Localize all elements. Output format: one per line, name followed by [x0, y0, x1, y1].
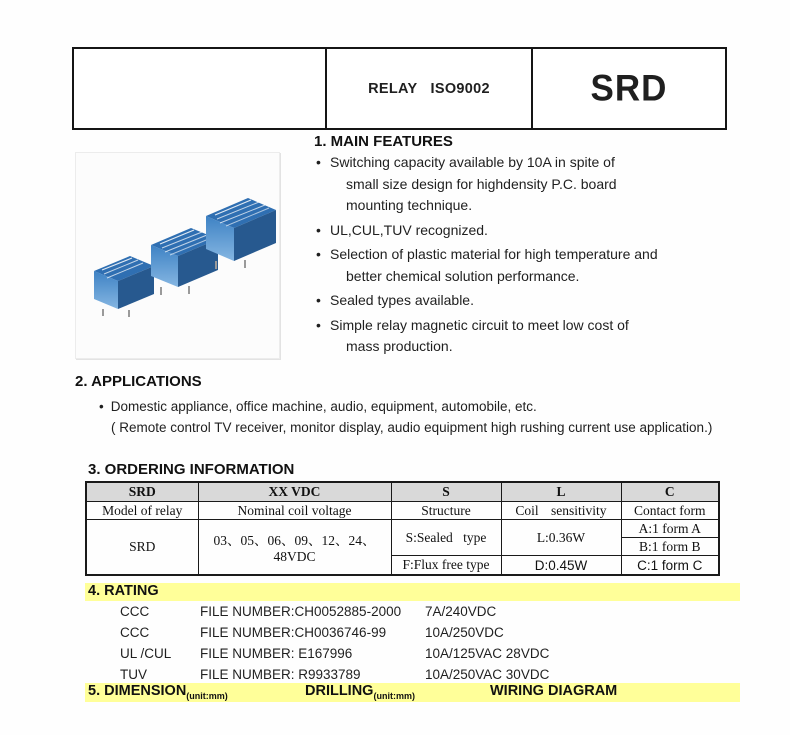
voltages-cell: 03、05、06、09、12、24、48VDC [198, 520, 391, 576]
feature-line: • Sealed types available. [330, 292, 474, 308]
col-description: Structure [391, 502, 501, 520]
sensitivity-l-cell: L:0.36W [501, 520, 621, 556]
cert-label: RELAY ISO9002 [327, 49, 533, 128]
applications-bullet: • Domestic appliance, office machine, audio, equipment, automobile, etc. [99, 396, 537, 417]
main-features-title: 1. MAIN FEATURES [314, 133, 453, 150]
ordering-title: 3. ORDERING INFORMATION [88, 461, 295, 478]
main-features-list [316, 152, 756, 361]
col-header: XX VDC [198, 482, 391, 502]
col-header: SRD [86, 482, 198, 502]
structure-flux-cell: F:Flux free type [391, 556, 501, 576]
rating-value: 10A/250VAC 30VDC [425, 667, 550, 682]
feature-line: small size design for highdensity P.C. board [346, 175, 617, 192]
structure-sealed-cell: S:Sealed type [391, 520, 501, 556]
feature-item [316, 152, 756, 217]
col-header: S [391, 482, 501, 502]
form-a-cell: A:1 form A [621, 520, 719, 538]
wiring-diagram-title: WIRING DIAGRAM [490, 683, 618, 699]
feature-line: • Switching capacity available by 10A in spite of [330, 154, 615, 170]
ordering-data-row [86, 520, 719, 538]
rating-file-number: FILE NUMBER: E167996 [200, 646, 353, 661]
feature-line: • Selection of plastic material for high temperature and [330, 246, 658, 262]
ordering-header-row [86, 482, 719, 502]
feature-item [316, 244, 756, 287]
logo-cell [74, 49, 327, 128]
relay-product-photo [75, 152, 280, 359]
feature-item [316, 290, 756, 312]
feature-line: • UL,CUL,TUV recognized. [330, 221, 488, 238]
feature-line: better chemical solution performance. [346, 267, 580, 284]
feature-line: • Simple relay magnetic circuit to meet low cost of [330, 316, 629, 333]
form-b-cell: B:1 form B [621, 538, 719, 556]
drilling-unit: (unit:mm) [373, 691, 415, 701]
relay-photo-illustration [76, 153, 279, 358]
header-table [72, 47, 727, 130]
col-description: Coil sensitivity [501, 502, 621, 520]
dimension-highlight-band [85, 683, 740, 702]
rating-file-number: FILE NUMBER:CH0052885-2000 [200, 604, 402, 619]
col-description: Nominal coil voltage [198, 502, 391, 520]
rating-file-number: FILE NUMBER:CH0036746-99 [200, 625, 387, 640]
form-c-cell: C:1 form C [621, 556, 719, 576]
sensitivity-d-cell: D:0.45W [501, 556, 621, 576]
col-description: Model of relay [86, 502, 198, 520]
model-cell: SRD [86, 520, 198, 576]
rating-file-number: FILE NUMBER: R9933789 [200, 667, 361, 682]
drilling-title-text: DRILLING [305, 683, 374, 699]
col-description: Contact form [621, 502, 719, 520]
col-header: L [501, 482, 621, 502]
ordering-description-row [86, 502, 719, 520]
rating-agency: TUV [120, 667, 147, 682]
rating-row [85, 643, 740, 664]
rating-value: 7A/240VDC [425, 604, 497, 619]
rating-value: 10A/125VAC 28VDC [425, 646, 550, 661]
rating-list [85, 601, 740, 685]
feature-line: mass production. [346, 338, 453, 354]
dimension-title-text: 5. DIMENSION [88, 683, 187, 699]
ordering-table [85, 481, 720, 576]
product-name: SRD [590, 67, 668, 109]
feature-line: mounting technique. [346, 197, 473, 213]
rating-row [85, 601, 740, 622]
dimension-unit: (unit:mm) [186, 691, 228, 701]
rating-value: 10A/250VDC [425, 625, 504, 640]
drilling-title [305, 683, 415, 699]
rating-row [85, 664, 740, 685]
rating-agency: CCC [120, 625, 150, 640]
rating-agency: CCC [120, 604, 150, 619]
applications-note: ( Remote control TV receiver, monitor display, audio equipment high rushing current use application.) [111, 420, 713, 435]
feature-item [316, 220, 756, 242]
rating-highlight-band [85, 583, 740, 601]
relay-cube-left [94, 256, 154, 317]
rating-title: 4. RATING [88, 583, 159, 599]
applications-title: 2. APPLICATIONS [75, 373, 202, 390]
rating-agency: UL /CUL [120, 646, 172, 661]
feature-item [316, 315, 756, 358]
rating-row [85, 622, 740, 643]
dimension-title [88, 683, 228, 699]
col-header: C [621, 482, 719, 502]
